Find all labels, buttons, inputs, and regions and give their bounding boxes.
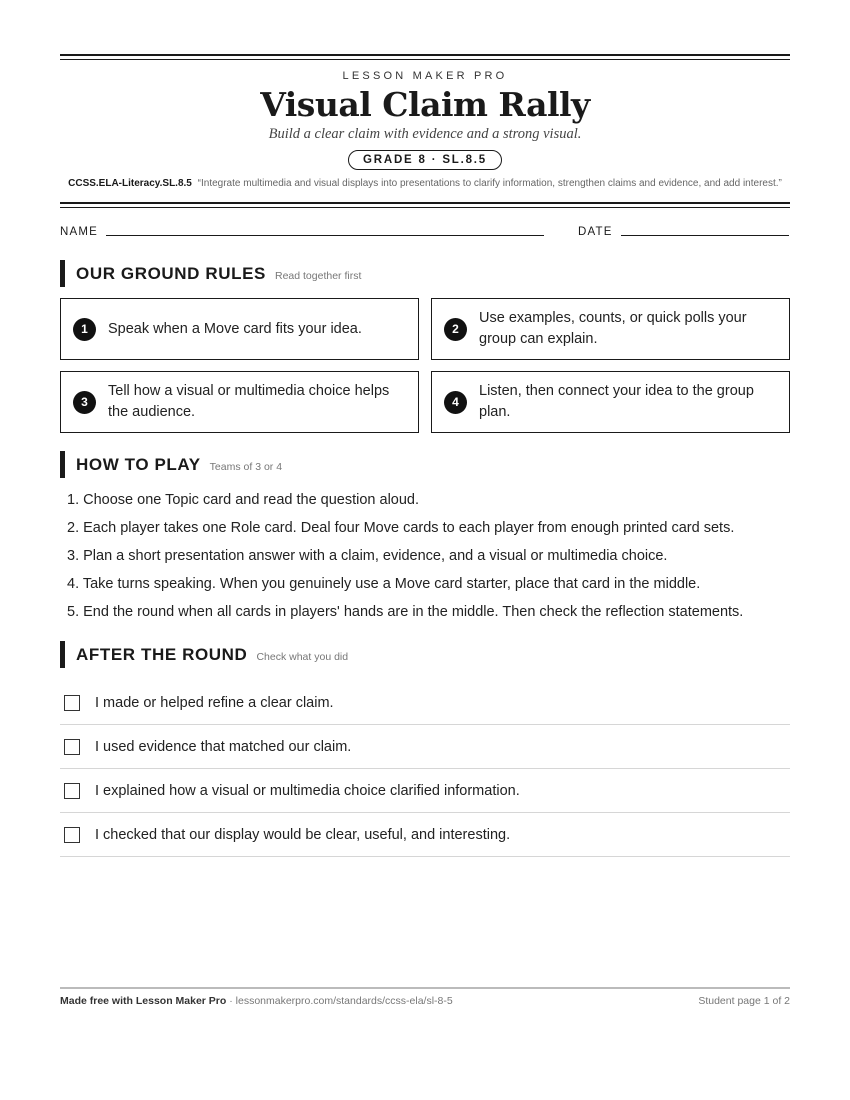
- name-label: NAME: [60, 226, 99, 238]
- checklist-item: [60, 813, 790, 857]
- rule-text: Use examples, counts, or quick polls your group can explain.: [479, 310, 747, 347]
- checklist-item: [60, 769, 790, 813]
- checklist-item: [60, 725, 790, 769]
- name-date-bar: [60, 226, 790, 238]
- rule-card: [60, 298, 419, 360]
- ground-rules-title: OUR GROUND RULES: [76, 264, 266, 283]
- page-subtitle: Build a clear claim with evidence and a strong visual.: [268, 126, 582, 142]
- page-title: Visual Claim Rally: [260, 85, 590, 124]
- checklist-text: I explained how a visual or multimedia choice clarified information.: [95, 782, 520, 799]
- footer-url[interactable]: · lessonmakerpro.com/standards/ccss-ela/sl-8-5: [226, 995, 453, 1007]
- header-top-rule: [60, 54, 790, 60]
- footer-credit: [60, 995, 453, 1007]
- standard-statement: [60, 176, 790, 192]
- checklist-text: I made or helped refine a clear claim.: [95, 694, 334, 711]
- step-item: 5. End the round when all cards in players' hands are in the middle. Then check the reflection statements.: [67, 604, 744, 620]
- step-item: 1. Choose one Topic card and read the question aloud.: [67, 492, 420, 508]
- checklist-text: I used evidence that matched our claim.: [95, 738, 352, 755]
- rule-number-badge: 3: [73, 391, 96, 414]
- checklist-text: I checked that our display would be clear, useful, and interesting.: [95, 826, 511, 843]
- steps-list: [60, 486, 790, 626]
- rule-number-badge: 2: [444, 318, 467, 341]
- rule-card: [431, 371, 790, 433]
- footer-made-with: Made free with Lesson Maker Pro: [60, 995, 227, 1007]
- step-item: 2. Each player takes one Role card. Deal four Move cards to each player from enough printed card sets.: [67, 520, 735, 536]
- reflection-checklist: [60, 681, 790, 857]
- rule-card: [431, 298, 790, 360]
- after-round-title: AFTER THE ROUND: [76, 645, 248, 664]
- checkbox[interactable]: [64, 695, 80, 711]
- how-to-play-heading: [60, 451, 790, 478]
- name-field[interactable]: [106, 234, 544, 236]
- date-field[interactable]: [621, 234, 789, 236]
- header-bottom-rule: [60, 202, 790, 208]
- rule-number-badge: 4: [444, 391, 467, 414]
- brand-name: LESSON MAKER PRO: [342, 70, 508, 82]
- checkbox[interactable]: [64, 739, 80, 755]
- rule-text: Listen, then connect your idea to the group plan.: [479, 383, 754, 420]
- grade-badge: GRADE 8 · SL.8.5: [348, 150, 502, 170]
- ground-rules-heading: [60, 260, 790, 287]
- footer-page-number: Student page 1 of 2: [698, 995, 790, 1007]
- date-label: DATE: [578, 226, 613, 238]
- step-item: 3. Plan a short presentation answer with a claim, evidence, and a visual or multimedia choice.: [67, 548, 668, 564]
- worksheet-page: [60, 54, 790, 857]
- ground-rules-grid: [60, 298, 790, 433]
- rule-text: Speak when a Move card fits your idea.: [108, 320, 362, 337]
- after-round-note: Check what you did: [256, 651, 349, 663]
- checkbox[interactable]: [64, 827, 80, 843]
- after-round-heading: [60, 641, 790, 668]
- rule-card: [60, 371, 419, 433]
- checkbox[interactable]: [64, 783, 80, 799]
- rule-number-badge: 1: [73, 318, 96, 341]
- checklist-item: [60, 681, 790, 725]
- rule-text: Tell how a visual or multimedia choice helps the audience.: [108, 383, 390, 420]
- step-item: 4. Take turns speaking. When you genuinely use a Move card starter, place that card in the middle.: [67, 576, 701, 592]
- how-to-play-note: Teams of 3 or 4: [209, 461, 283, 473]
- standard-text: “Integrate multimedia and visual displays into presentations to clarify information, strengthen claims and evidence, and add interest.”: [197, 178, 782, 189]
- ground-rules-note: Read together first: [275, 270, 362, 282]
- page-footer: [60, 987, 790, 1007]
- standard-code: CCSS.ELA-Literacy.SL.8.5: [68, 178, 192, 189]
- how-to-play-title: HOW TO PLAY: [76, 455, 201, 474]
